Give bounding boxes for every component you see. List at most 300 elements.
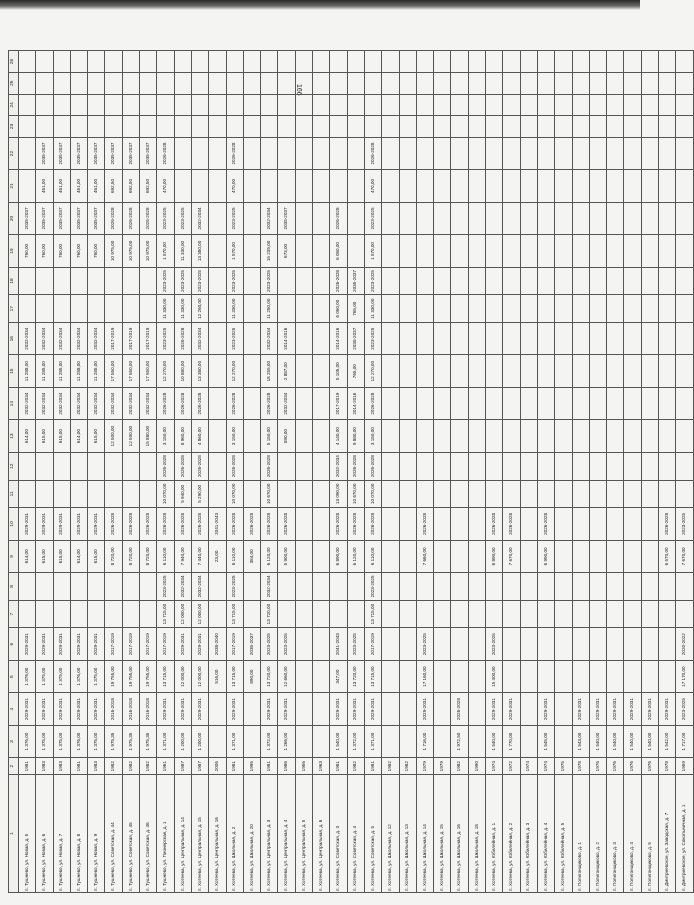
address-cell: п. Хотеева, ул. Школьная, д. 18 (468, 775, 485, 893)
table-cell: 2035-2037 (347, 267, 364, 295)
table-cell: 10 070,00 (157, 480, 174, 508)
table-cell: 6 570,00 (658, 540, 675, 572)
table-cell: 2023-2025 (226, 267, 243, 295)
table-cell (555, 725, 572, 757)
table-cell: 2029-2031 (191, 693, 208, 725)
table-cell: 1987 (174, 758, 191, 775)
table-cell: 12 270,00 (226, 355, 243, 387)
table-cell: 2026-2028 (226, 452, 243, 480)
table-cell: 12 000,00 (174, 660, 191, 692)
table-cell (243, 116, 260, 138)
table-cell (658, 573, 675, 601)
address-cell: п. Хотеева, ул. Школьная, д. 20 (243, 775, 260, 893)
table-cell (607, 508, 624, 540)
table-cell (468, 267, 485, 295)
table-cell: 1 375,00 (88, 660, 105, 692)
table-cell (537, 573, 554, 601)
table-cell (607, 235, 624, 267)
table-cell (105, 51, 122, 73)
table-cell (589, 387, 606, 419)
table-cell: 1983 (88, 758, 105, 775)
table-cell: 1981 (19, 758, 36, 775)
table-cell (537, 51, 554, 73)
table-cell (382, 51, 399, 73)
table-cell: 1 375,00 (36, 660, 53, 692)
table-cell: 2023-2025 (261, 628, 278, 660)
table-cell: 7 940,00 (174, 540, 191, 572)
table-cell (658, 420, 675, 452)
table-cell: 2029-2031 (330, 693, 347, 725)
address-cell: п. Тушнево, ул. Новая, д. 8 (70, 775, 87, 893)
table-cell (555, 72, 572, 94)
table-cell (555, 508, 572, 540)
table-cell: 615,00 (53, 540, 70, 572)
table-cell (313, 600, 330, 628)
column-number-cell: 17 (9, 295, 19, 323)
table-cell (88, 295, 105, 323)
table-row (416, 51, 433, 893)
table-cell: 3 150,00 (157, 420, 174, 452)
table-cell: 2023-2025 (157, 573, 174, 601)
table-cell: 1 716,00 (416, 725, 433, 757)
address-cell: п. Хотеева, ул. Центральная, д. 16 (209, 775, 226, 893)
table-cell (261, 72, 278, 94)
table-cell: 2023-2025 (416, 628, 433, 660)
table-cell (503, 387, 520, 419)
table-cell (451, 72, 468, 94)
table-cell: 2023-2025 (364, 322, 381, 354)
table-cell (624, 137, 641, 169)
table-cell: 2023-2025 (174, 267, 191, 295)
table-cell: 760,00 (88, 235, 105, 267)
table-cell: 1974 (537, 758, 554, 775)
table-cell (555, 94, 572, 116)
table-cell: 12 660,00 (278, 660, 295, 692)
table-cell (295, 51, 312, 73)
table-cell (53, 295, 70, 323)
table-cell (434, 693, 451, 725)
table-cell: 2029-2031 (53, 628, 70, 660)
table-cell (313, 628, 330, 660)
table-row (658, 51, 675, 893)
table-cell: 1 372,00 (347, 725, 364, 757)
table-cell: 1979 (434, 758, 451, 775)
table-cell: 1 371,00 (157, 725, 174, 757)
table-cell (36, 295, 53, 323)
table-cell (607, 267, 624, 295)
table-cell (105, 480, 122, 508)
table-cell (19, 116, 36, 138)
table-cell (88, 94, 105, 116)
table-cell: 470,00 (157, 170, 174, 202)
address-cell: п. Хотеева, ул. Юбилейная, д. 3 (520, 775, 537, 893)
table-cell: 2032-2034 (261, 573, 278, 601)
table-cell: 2035-2037 (105, 137, 122, 169)
table-cell (416, 51, 433, 73)
table-cell (520, 202, 537, 234)
table-cell (243, 137, 260, 169)
table-cell (658, 452, 675, 480)
table-cell (572, 322, 589, 354)
table-cell: 760,00 (53, 235, 70, 267)
table-cell (555, 628, 572, 660)
table-cell (451, 573, 468, 601)
table-cell: 2017-2019 (157, 628, 174, 660)
table-cell (313, 116, 330, 138)
address-cell: п. Тушнево, ул. Новая, д. 6 (36, 775, 53, 893)
table-cell (243, 452, 260, 480)
table-cell: 5 150,00 (261, 420, 278, 452)
table-cell (382, 116, 399, 138)
table-cell (589, 51, 606, 73)
address-cell: п. Хотеева, ул. Центральная, д. 15 (191, 775, 208, 893)
column-number-cell: 11 (9, 480, 19, 508)
table-cell (572, 508, 589, 540)
table-cell (451, 137, 468, 169)
table-cell (53, 51, 70, 73)
table-cell (295, 235, 312, 267)
column-number-cell: 3 (9, 725, 19, 757)
table-cell (243, 322, 260, 354)
table-cell: 2023-2025 (191, 267, 208, 295)
table-cell (658, 235, 675, 267)
table-cell: 765,00 (347, 355, 364, 387)
table-cell (607, 573, 624, 601)
table-cell (399, 420, 416, 452)
table-cell (486, 170, 503, 202)
table-cell (607, 322, 624, 354)
table-cell (555, 660, 572, 692)
table-cell: 13 715,00 (157, 600, 174, 628)
table-cell (19, 480, 36, 508)
rotated-table-wrapper (8, 50, 687, 893)
address-cell: п. Хотеева, ул. Юбилейная, д. 2 (503, 775, 520, 893)
table-cell (278, 51, 295, 73)
table-cell: 8 720,00 (140, 540, 157, 572)
table-cell (434, 355, 451, 387)
table-cell: 765,00 (347, 295, 364, 323)
table-cell: 2029-2031 (503, 693, 520, 725)
table-cell (295, 420, 312, 452)
table-cell (434, 137, 451, 169)
table-cell (641, 660, 658, 692)
table-row (607, 51, 624, 893)
column-number-cell: 14 (9, 387, 19, 419)
table-cell (468, 420, 485, 452)
table-cell: 1972 (503, 758, 520, 775)
table-cell: 2029-2031 (36, 628, 53, 660)
table-cell: 2029-2031 (36, 508, 53, 540)
table-cell: 11 285,00 (53, 355, 70, 387)
table-cell (624, 267, 641, 295)
column-number-cell: 5 (9, 660, 19, 692)
table-cell (607, 72, 624, 94)
table-cell (555, 420, 572, 452)
table-cell: 2026-2028 (191, 508, 208, 540)
table-cell (295, 94, 312, 116)
table-cell: 17 550,00 (122, 355, 139, 387)
table-cell (451, 94, 468, 116)
table-cell: 2035-2037 (53, 202, 70, 234)
column-number-cell: 15 (9, 355, 19, 387)
table-cell: 2026-2028 (243, 508, 260, 540)
table-cell (174, 72, 191, 94)
table-cell (70, 116, 87, 138)
table-cell (36, 51, 53, 73)
table-cell (140, 116, 157, 138)
table-cell (88, 267, 105, 295)
table-cell: 2035-2037 (140, 137, 157, 169)
table-cell: 17 160,00 (416, 660, 433, 692)
table-cell (451, 508, 468, 540)
table-cell (70, 480, 87, 508)
address-cell: п. Полигонщиково, д. 3 (607, 775, 624, 893)
address-cell: п. Хотеева, ул. Школьная, д. 15 (434, 775, 451, 893)
table-cell (382, 235, 399, 267)
table-cell (209, 202, 226, 234)
table-row (434, 51, 451, 893)
address-cell: п. Хотеева, ул. Юбилейная, д. 4 (537, 775, 554, 893)
table-cell: 1 200,00 (174, 725, 191, 757)
table-cell (451, 355, 468, 387)
table-cell (140, 94, 157, 116)
table-cell: 2023-2025 (157, 322, 174, 354)
table-cell (451, 202, 468, 234)
table-cell (468, 94, 485, 116)
table-cell: 1 570,00 (364, 235, 381, 267)
table-cell (122, 116, 139, 138)
table-cell (434, 628, 451, 660)
table-cell (399, 693, 416, 725)
table-cell (295, 355, 312, 387)
table-cell (589, 94, 606, 116)
scan-top-edge (0, 0, 640, 10)
table-cell (243, 693, 260, 725)
table-row (520, 51, 537, 893)
table-cell: 6 120,00 (347, 540, 364, 572)
table-cell (486, 51, 503, 73)
table-cell (486, 322, 503, 354)
table-cell: 13 090,00 (330, 480, 347, 508)
table-cell (486, 387, 503, 419)
table-cell (641, 508, 658, 540)
table-cell (330, 72, 347, 94)
table-cell (572, 540, 589, 572)
table-cell: 12 000,00 (191, 660, 208, 692)
table-cell (313, 170, 330, 202)
table-cell (399, 628, 416, 660)
table-cell (537, 452, 554, 480)
table-cell (503, 72, 520, 94)
table-cell (313, 72, 330, 94)
table-cell (624, 202, 641, 234)
table-cell (555, 116, 572, 138)
table-cell (503, 170, 520, 202)
table-cell (555, 51, 572, 73)
table-cell: 1974 (520, 758, 537, 775)
table-cell (451, 540, 468, 572)
table-cell: 1986 (278, 758, 295, 775)
table-cell (313, 295, 330, 323)
table-cell: 1 975,35 (140, 725, 157, 757)
table-cell (451, 628, 468, 660)
table-cell: 2026-2028 (157, 452, 174, 480)
table-cell (468, 295, 485, 323)
column-number-cell: 26 (9, 51, 19, 73)
table-cell (382, 322, 399, 354)
table-cell (278, 72, 295, 94)
table-cell: 18 255,00 (261, 355, 278, 387)
table-cell (641, 628, 658, 660)
table-cell: 2026-2028 (658, 508, 675, 540)
table-cell (140, 267, 157, 295)
address-cell: п. Хотеева, ул. Центральная, д. 14 (174, 775, 191, 893)
table-cell: 2032-2034 (191, 573, 208, 601)
table-cell (468, 480, 485, 508)
table-cell (416, 573, 433, 601)
table-cell (122, 72, 139, 94)
table-cell (19, 72, 36, 94)
table-cell (451, 322, 468, 354)
table-cell: 11 285,00 (36, 355, 53, 387)
table-cell (19, 452, 36, 480)
table-cell (209, 480, 226, 508)
table-cell: 615,00 (36, 540, 53, 572)
table-cell: 2023-2025 (364, 267, 381, 295)
table-cell: 2023-2025 (261, 267, 278, 295)
table-cell (607, 660, 624, 692)
table-cell (88, 573, 105, 601)
table-row (468, 51, 485, 893)
table-cell: 1979 (416, 758, 433, 775)
table-cell (278, 573, 295, 601)
table-cell (555, 540, 572, 572)
table-cell: 2035-2037 (36, 137, 53, 169)
table-cell: 17 550,00 (140, 355, 157, 387)
table-cell: 1981 (261, 758, 278, 775)
table-cell (88, 600, 105, 628)
table-cell (468, 452, 485, 480)
table-cell (676, 355, 693, 387)
table-cell (589, 137, 606, 169)
column-number-row (9, 51, 19, 893)
table-cell (676, 235, 693, 267)
table-cell: 615,00 (88, 540, 105, 572)
table-cell (243, 387, 260, 419)
table-cell (209, 72, 226, 94)
table-cell: 1976 (641, 758, 658, 775)
table-cell (174, 170, 191, 202)
table-cell: 1 570,00 (226, 235, 243, 267)
table-cell (537, 72, 554, 94)
table-cell (364, 51, 381, 73)
table-cell: 2029-2031 (88, 508, 105, 540)
table-row (70, 51, 87, 893)
table-cell (70, 452, 87, 480)
column-number-cell: 25 (9, 72, 19, 94)
table-cell: 2029-2031 (278, 693, 295, 725)
table-cell (555, 573, 572, 601)
table-cell (503, 660, 520, 692)
column-number-cell: 19 (9, 235, 19, 267)
table-cell (399, 387, 416, 419)
table-cell: 1 770,00 (503, 725, 520, 757)
table-cell (243, 202, 260, 234)
table-cell: 1978 (658, 758, 675, 775)
table-cell (261, 116, 278, 138)
table-cell (209, 116, 226, 138)
table-cell (295, 452, 312, 480)
table-cell (641, 480, 658, 508)
table-cell (416, 267, 433, 295)
table-cell: 2029-2031 (19, 508, 36, 540)
table-cell: 11 330,00 (174, 235, 191, 267)
table-cell (486, 573, 503, 601)
table-cell (53, 72, 70, 94)
table-cell (607, 540, 624, 572)
table-cell (486, 420, 503, 452)
table-cell (399, 94, 416, 116)
table-cell (330, 137, 347, 169)
table-cell (174, 94, 191, 116)
table-cell: 1956 (295, 758, 312, 775)
table-cell (607, 420, 624, 452)
table-cell (468, 693, 485, 725)
table-row (555, 51, 572, 893)
table-cell: 2032-2034 (36, 322, 53, 354)
table-cell (676, 94, 693, 116)
table-cell (382, 72, 399, 94)
table-cell (468, 573, 485, 601)
table-cell (70, 295, 87, 323)
table-cell: 1 375,00 (36, 725, 53, 757)
table-cell (624, 51, 641, 73)
table-cell (624, 480, 641, 508)
table-cell (313, 452, 330, 480)
table-cell: 2017-2019 (364, 628, 381, 660)
table-cell: 2014-2016 (278, 322, 295, 354)
table-cell (36, 452, 53, 480)
table-cell: 2014-2016 (330, 322, 347, 354)
table-cell (572, 94, 589, 116)
table-cell (503, 202, 520, 234)
table-cell (364, 116, 381, 138)
table-cell (641, 267, 658, 295)
table-cell (451, 170, 468, 202)
table-cell: 5 290,00 (191, 480, 208, 508)
table-cell (572, 116, 589, 138)
table-cell: 2023-2025 (174, 202, 191, 234)
table-cell: 1 717,00 (676, 725, 693, 757)
table-cell (676, 267, 693, 295)
table-cell (243, 94, 260, 116)
table-cell (486, 600, 503, 628)
table-cell (468, 137, 485, 169)
table-cell (313, 51, 330, 73)
table-cell: 2032-2034 (191, 202, 208, 234)
table-cell (243, 267, 260, 295)
table-cell: 2032-2034 (140, 387, 157, 419)
table-row (105, 51, 122, 893)
table-cell (313, 693, 330, 725)
table-cell (243, 295, 260, 323)
table-cell (36, 72, 53, 94)
table-cell (658, 600, 675, 628)
table-cell (278, 480, 295, 508)
table-cell (347, 235, 364, 267)
table-cell: 13 720,00 (261, 600, 278, 628)
table-cell (555, 693, 572, 725)
